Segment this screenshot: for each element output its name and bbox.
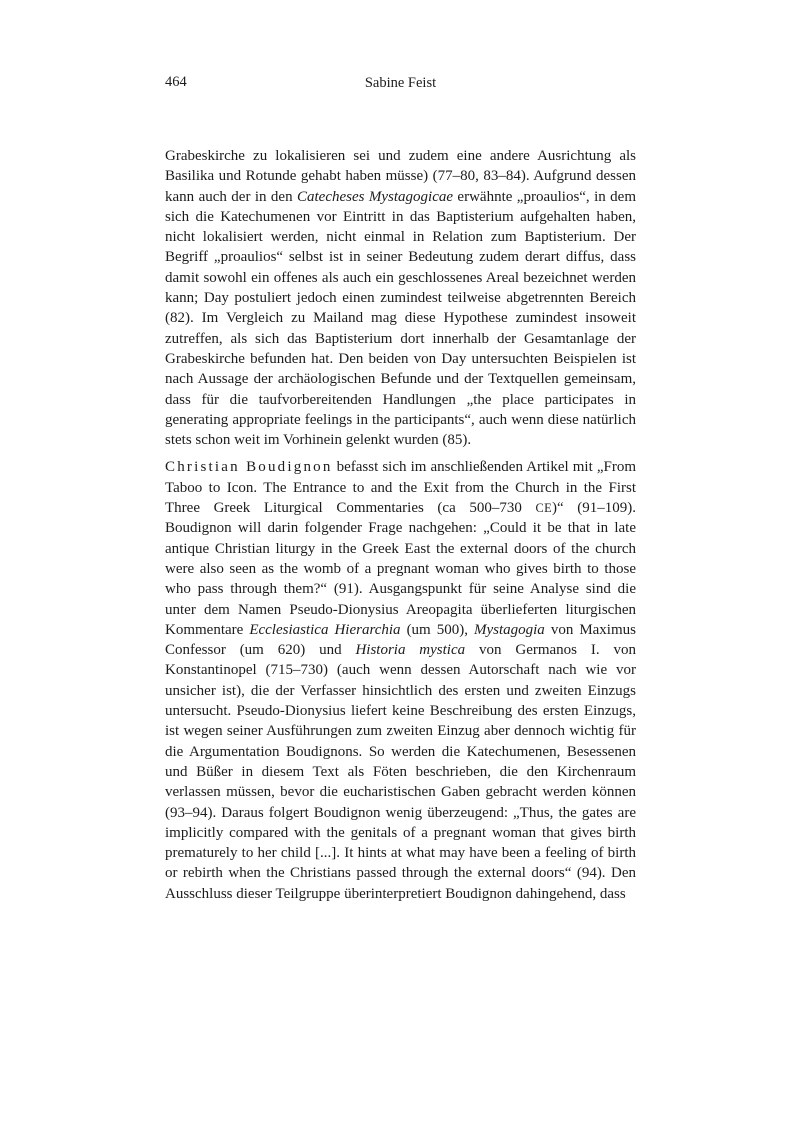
text-segment-normal: )“ (91–109). Boudignon will darin folgender Frage nachgehen: „Could it be that in late antique Christian liturgy in the Greek East the external doors of the church were also seen as the womb of a pregnant woman who gives birth to those who pass through them?“ (91). Ausgangspunkt für seine Analyse sind die unter dem Namen Pseudo-Dionysius Areopagita überlieferten liturgischen Kommentare	[165, 500, 636, 638]
text-segment-smallcaps: CE	[535, 501, 552, 516]
text-segment-normal: Grabeskirche zu lokalisieren sei und zudem eine andere Ausrichtung als Basilika und Rotunde gehabt haben müsse) (77–80, 83–84). Aufgrund dessen kann auch der in den	[165, 148, 636, 205]
paragraph	[165, 146, 636, 450]
text-segment-normal: befasst sich im anschließenden Artikel mit „From Taboo to Icon. The Entrance to and the Exit from the Church in the First Three Greek Liturgical Commentaries (ca 500–730	[165, 459, 636, 517]
text-segment-italic: Mystagogia	[473, 621, 545, 638]
text-segment-italic: Ecclesiastica Hierarchia	[249, 621, 401, 638]
text-segment-spaced: Christian Boudignon	[165, 459, 333, 476]
text-segment-italic: Catecheses Mystagogicae	[296, 188, 454, 205]
text-segment-normal: erwähnte „proaulios“, in dem sich die Katechumenen vor Eintritt in das Baptisterium aufgehalten haben, nicht lokalisiert werden, nicht einmal in Relation zum Baptisterium. Der Begriff „proaulios“ selbst ist in seiner Bedeutung zudem derart diffus, dass damit sowohl ein offenes als auch ein geschlossenes Areal bezeichnet werden kann; Day postuliert jedoch einen zumindest teilweise abgetrennten Bereich (82). Im Vergleich zu Mailand mag diese Hypothese zumindest insoweit zutreffen, als sich das Baptisterium dort innerhalb der Gesamtanlage der Grabeskirche befunden hat. Den beiden von Day untersuchten Beispielen ist nach Aussage der archäologischen Befunde und der Textquellen gemeinsam, dass für die taufvorbereitenden Handlungen „the place participates in generating appropriate feelings in the participants“, auch wenn diese natürlich stets schon weit im Vorhinein gelenkt wurden (85).	[165, 188, 636, 449]
text-segment-normal: von Germanos I. von Konstantinopel (715–730) (auch wenn dessen Autorschaft nach wie vor unsicher ist), die der Verfasser hinsichtlich des ersten und zweiten Einzugs untersucht. Pseudo-Dionysius liefert keine Beschreibung des ersten Einzugs, ist wegen seiner Ausführungen zum zweiten Einzug aber dennoch wichtig für die Argumentation Boudignons. So werden die Katechumenen, Besessenen und Büßer in diesem Text als Föten beschrieben, die den Kirchenraum verlassen müssen, bevor die eucharistischen Gaben gebracht werden können (93–94). Daraus folgert Boudignon wenig überzeugend: „Thus, the gates are implicitly compared with the genitals of a pregnant woman that gives birth prematurely to her child [...]. It hints at what may have been a feeling of birth or rebirth when the Christians passed through the external doors“ (94). Den Ausschluss dieser Teilgruppe überinterpretiert Boudignon dahingehend, dass	[165, 642, 636, 902]
text-segment-normal: von Maximus Confessor (um 620) und	[165, 621, 636, 659]
text-segment-italic: Historia mystica	[355, 642, 466, 659]
body-text	[165, 146, 636, 904]
running-header: Sabine Feist	[364, 75, 437, 91]
page-number: 464	[165, 74, 187, 90]
text-segment-normal: (um 500),	[400, 621, 474, 638]
paragraph	[165, 457, 636, 904]
